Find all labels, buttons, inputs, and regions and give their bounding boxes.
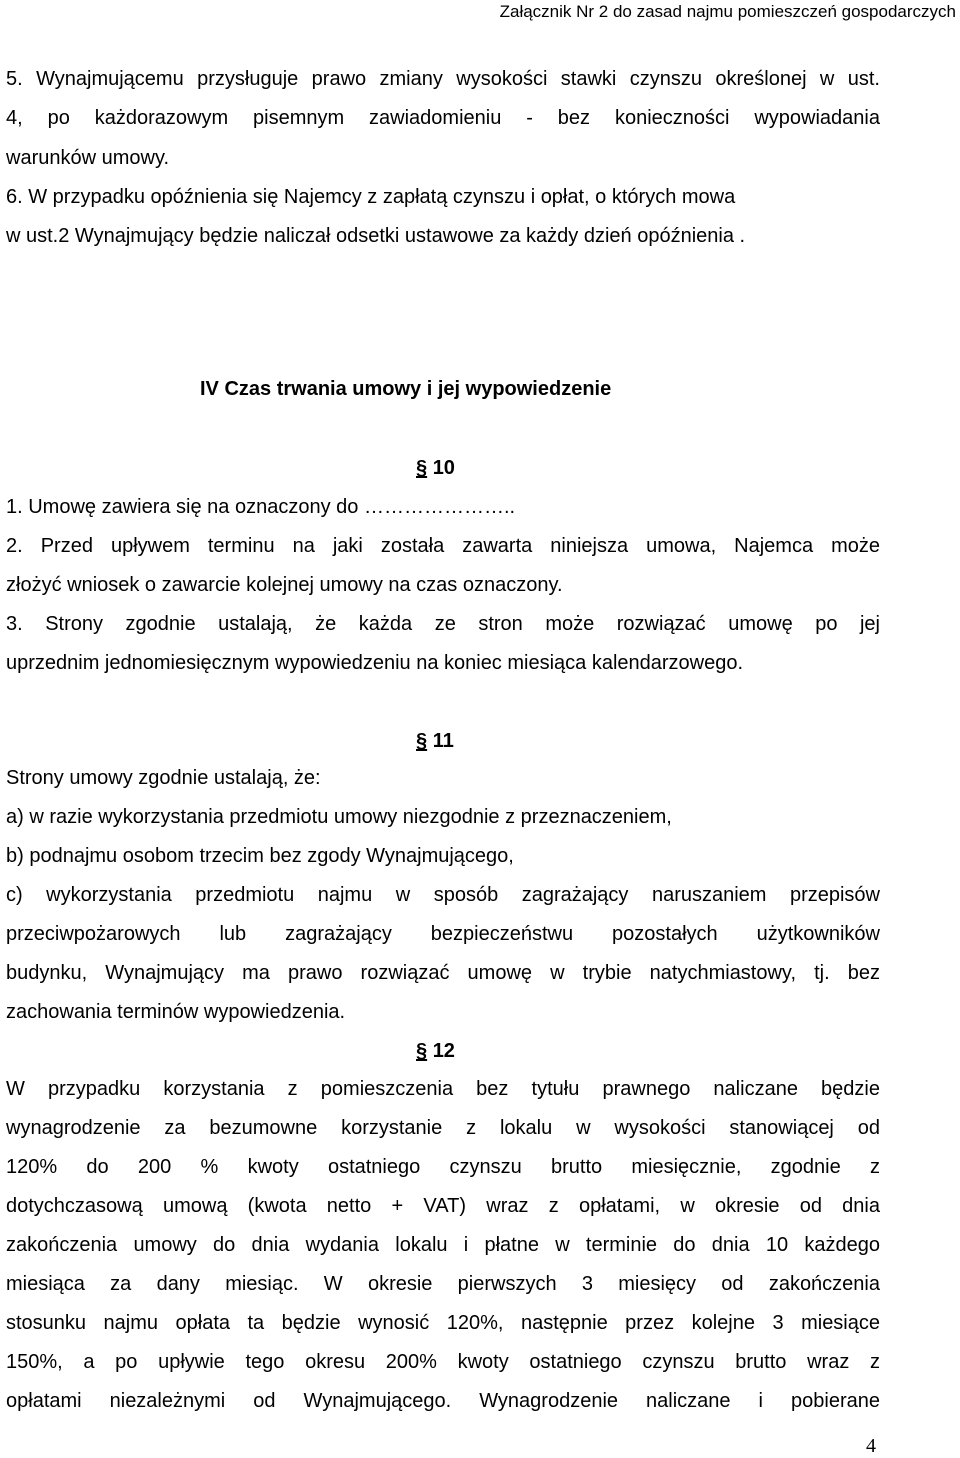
paragraph-heading-11 (416, 729, 454, 753)
section-sign: § (416, 730, 428, 752)
text-line: 120% do 200 % kwoty ostatniego czynszu brutto miesięcznie, zgodnie z (6, 1156, 880, 1178)
text-line: 150%, a po upływie tego okresu 200% kwoty ostatniego czynszu brutto wraz z (6, 1351, 880, 1373)
page-number: 4 (866, 1435, 876, 1457)
section-sign: § (416, 457, 428, 479)
text-line: 1. Umowę zawiera się na oznaczony do ………………….. (6, 496, 516, 518)
text-line: 4, po każdorazowym pisemnym zawiadomieniu - bez konieczności wypowiadania (6, 107, 880, 129)
text-line: b) podnajmu osobom trzecim bez zgody Wynajmującego, (6, 845, 514, 867)
text-line: 3. Strony zgodnie ustalają, że każda ze stron może rozwiązać umowę po jej (6, 613, 880, 635)
paragraph-number: 12 (432, 1040, 455, 1062)
text-line: 5. Wynajmującemu przysługuje prawo zmiany wysokości stawki czynszu określonej w ust. (6, 68, 880, 90)
text-line: 2. Przed upływem terminu na jaki została zawarta niniejsza umowa, Najemca może (6, 535, 880, 557)
text-line: a) w razie wykorzystania przedmiotu umowy niezgodnie z przeznaczeniem, (6, 806, 672, 828)
text-line: c) wykorzystania przedmiotu najmu w sposób zagrażający naruszaniem przepisów (6, 884, 880, 906)
text-line: warunków umowy. (6, 147, 170, 169)
text-line: uprzednim jednomiesięcznym wypowiedzeniu na koniec miesiąca kalendarzowego. (6, 652, 744, 674)
text-line: W przypadku korzystania z pomieszczenia bez tytułu prawnego naliczane będzie (6, 1078, 880, 1100)
text-line: zachowania terminów wypowiedzenia. (6, 1001, 346, 1023)
paragraph-heading-10 (416, 456, 455, 480)
text-line: miesiąca za dany miesiąc. W okresie pierwszych 3 miesięcy od zakończenia (6, 1273, 880, 1295)
paragraph-heading-12 (416, 1039, 455, 1063)
text-line: przeciwpożarowych lub zagrażający bezpieczeństwu pozostałych użytkowników (6, 923, 880, 945)
text-line: złożyć wniosek o zawarcie kolejnej umowy na czas oznaczony. (6, 574, 563, 596)
text-line: zakończenia umowy do dnia wydania lokalu i płatne w terminie do dnia 10 każdego (6, 1234, 880, 1256)
text-line: stosunku najmu opłata ta będzie wynosić 120%, następnie przez kolejne 3 miesiące (6, 1312, 880, 1334)
text-line: 6. W przypadku opóźnienia się Najemcy z zapłatą czynszu i opłat, o których mowa (6, 186, 736, 208)
document-header: Załącznik Nr 2 do zasad najmu pomieszczeń gospodarczych (499, 2, 956, 21)
text-line: dotychczasową umową (kwota netto + VAT) wraz z opłatami, w okresie od dnia (6, 1195, 880, 1217)
section-title: IV Czas trwania umowy i jej wypowiedzenie (200, 378, 612, 400)
text-line: w ust.2 Wynajmujący będzie naliczał odsetki ustawowe za każdy dzień opóźnienia . (6, 225, 746, 247)
text-line: opłatami niezależnymi od Wynajmującego. Wynagrodzenie naliczane i pobierane (6, 1390, 880, 1412)
paragraph-number: 11 (432, 730, 454, 752)
text-line: wynagrodzenie za bezumowne korzystanie z lokalu w wysokości stanowiącej od (6, 1117, 880, 1139)
text-line: Strony umowy zgodnie ustalają, że: (6, 767, 321, 789)
text-line: budynku, Wynajmujący ma prawo rozwiązać umowę w trybie natychmiastowy, tj. bez (6, 962, 880, 984)
section-sign: § (416, 1040, 428, 1062)
paragraph-number: 10 (432, 457, 455, 479)
